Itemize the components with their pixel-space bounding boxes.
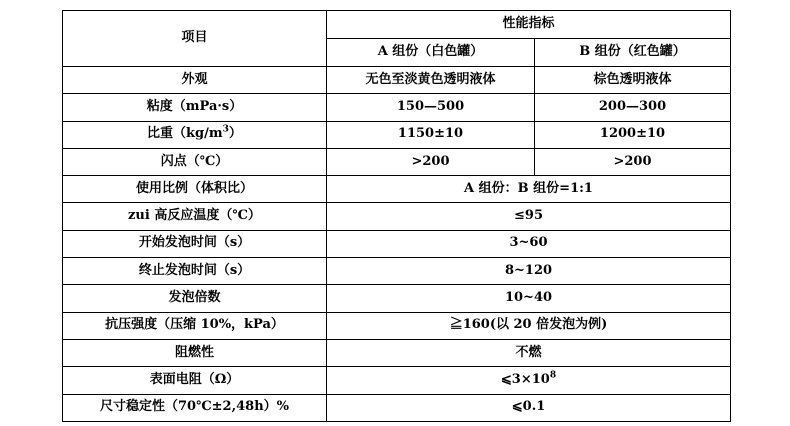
cell-group-a: 1150±10	[327, 121, 535, 148]
cell-group-a: >200	[327, 148, 535, 175]
row-label: 外观	[63, 67, 327, 94]
cell-group-b: 1200±10	[535, 121, 731, 148]
table-row	[63, 367, 731, 394]
superscript: 8	[549, 370, 557, 381]
row-label: 开始发泡时间（s）	[63, 230, 327, 257]
cell-group-b: 棕色透明液体	[535, 67, 731, 94]
row-label-suffix: ）	[228, 126, 242, 142]
row-label: 抗压强度（压缩 10%，kPa）	[63, 312, 327, 339]
row-label: 闪点（℃）	[63, 148, 327, 175]
table-row	[63, 394, 731, 421]
cell-value: ≤95	[327, 203, 731, 230]
row-label: 发泡倍数	[63, 285, 327, 312]
cell-value	[327, 367, 731, 394]
row-label: 粘度（mPa·s）	[63, 94, 327, 121]
table-row	[63, 148, 731, 175]
cell-value: ≧160(以 20 倍发泡为例)	[327, 312, 731, 339]
cell-value: 3~60	[327, 230, 731, 257]
row-label: 表面电阻（Ω）	[63, 367, 327, 394]
row-label: zui 高反应温度（℃）	[63, 203, 327, 230]
header-item: 项目	[63, 11, 327, 67]
cell-value: 10~40	[327, 285, 731, 312]
superscript: 3	[222, 124, 229, 135]
table-row	[63, 121, 731, 148]
cell-value: 不燃	[327, 339, 731, 366]
table-row	[63, 203, 731, 230]
table-row	[63, 285, 731, 312]
row-label	[63, 121, 327, 148]
row-label: 终止发泡时间（s）	[63, 258, 327, 285]
header-performance: 性能指标	[327, 11, 731, 39]
table-row	[63, 67, 731, 94]
table-header-row	[63, 11, 731, 39]
cell-value: A 组份：B 组份=1:1	[327, 176, 731, 203]
cell-group-a: 无色至淡黄色透明液体	[327, 67, 535, 94]
table-row	[63, 258, 731, 285]
row-label: 使用比例（体积比）	[63, 176, 327, 203]
row-label: 尺寸稳定性（70℃±2,48h）%	[63, 394, 327, 421]
cell-value: ⩽0.1	[327, 394, 731, 421]
cell-group-b: >200	[535, 148, 731, 175]
table-row	[63, 230, 731, 257]
table-row	[63, 176, 731, 203]
cell-value: 8~120	[327, 258, 731, 285]
table-row	[63, 94, 731, 121]
cell-group-b: 200—300	[535, 94, 731, 121]
header-group-a: A 组份（白色罐）	[327, 39, 535, 67]
performance-spec-table	[62, 10, 731, 422]
cell-group-a: 150—500	[327, 94, 535, 121]
table-row	[63, 339, 731, 366]
header-group-b: B 组份（红色罐）	[535, 39, 731, 67]
row-label: 阻燃性	[63, 339, 327, 366]
cell-value-text: ⩽3×10	[500, 371, 550, 387]
row-label-text: 比重（kg/m	[147, 126, 223, 142]
table-row	[63, 312, 731, 339]
